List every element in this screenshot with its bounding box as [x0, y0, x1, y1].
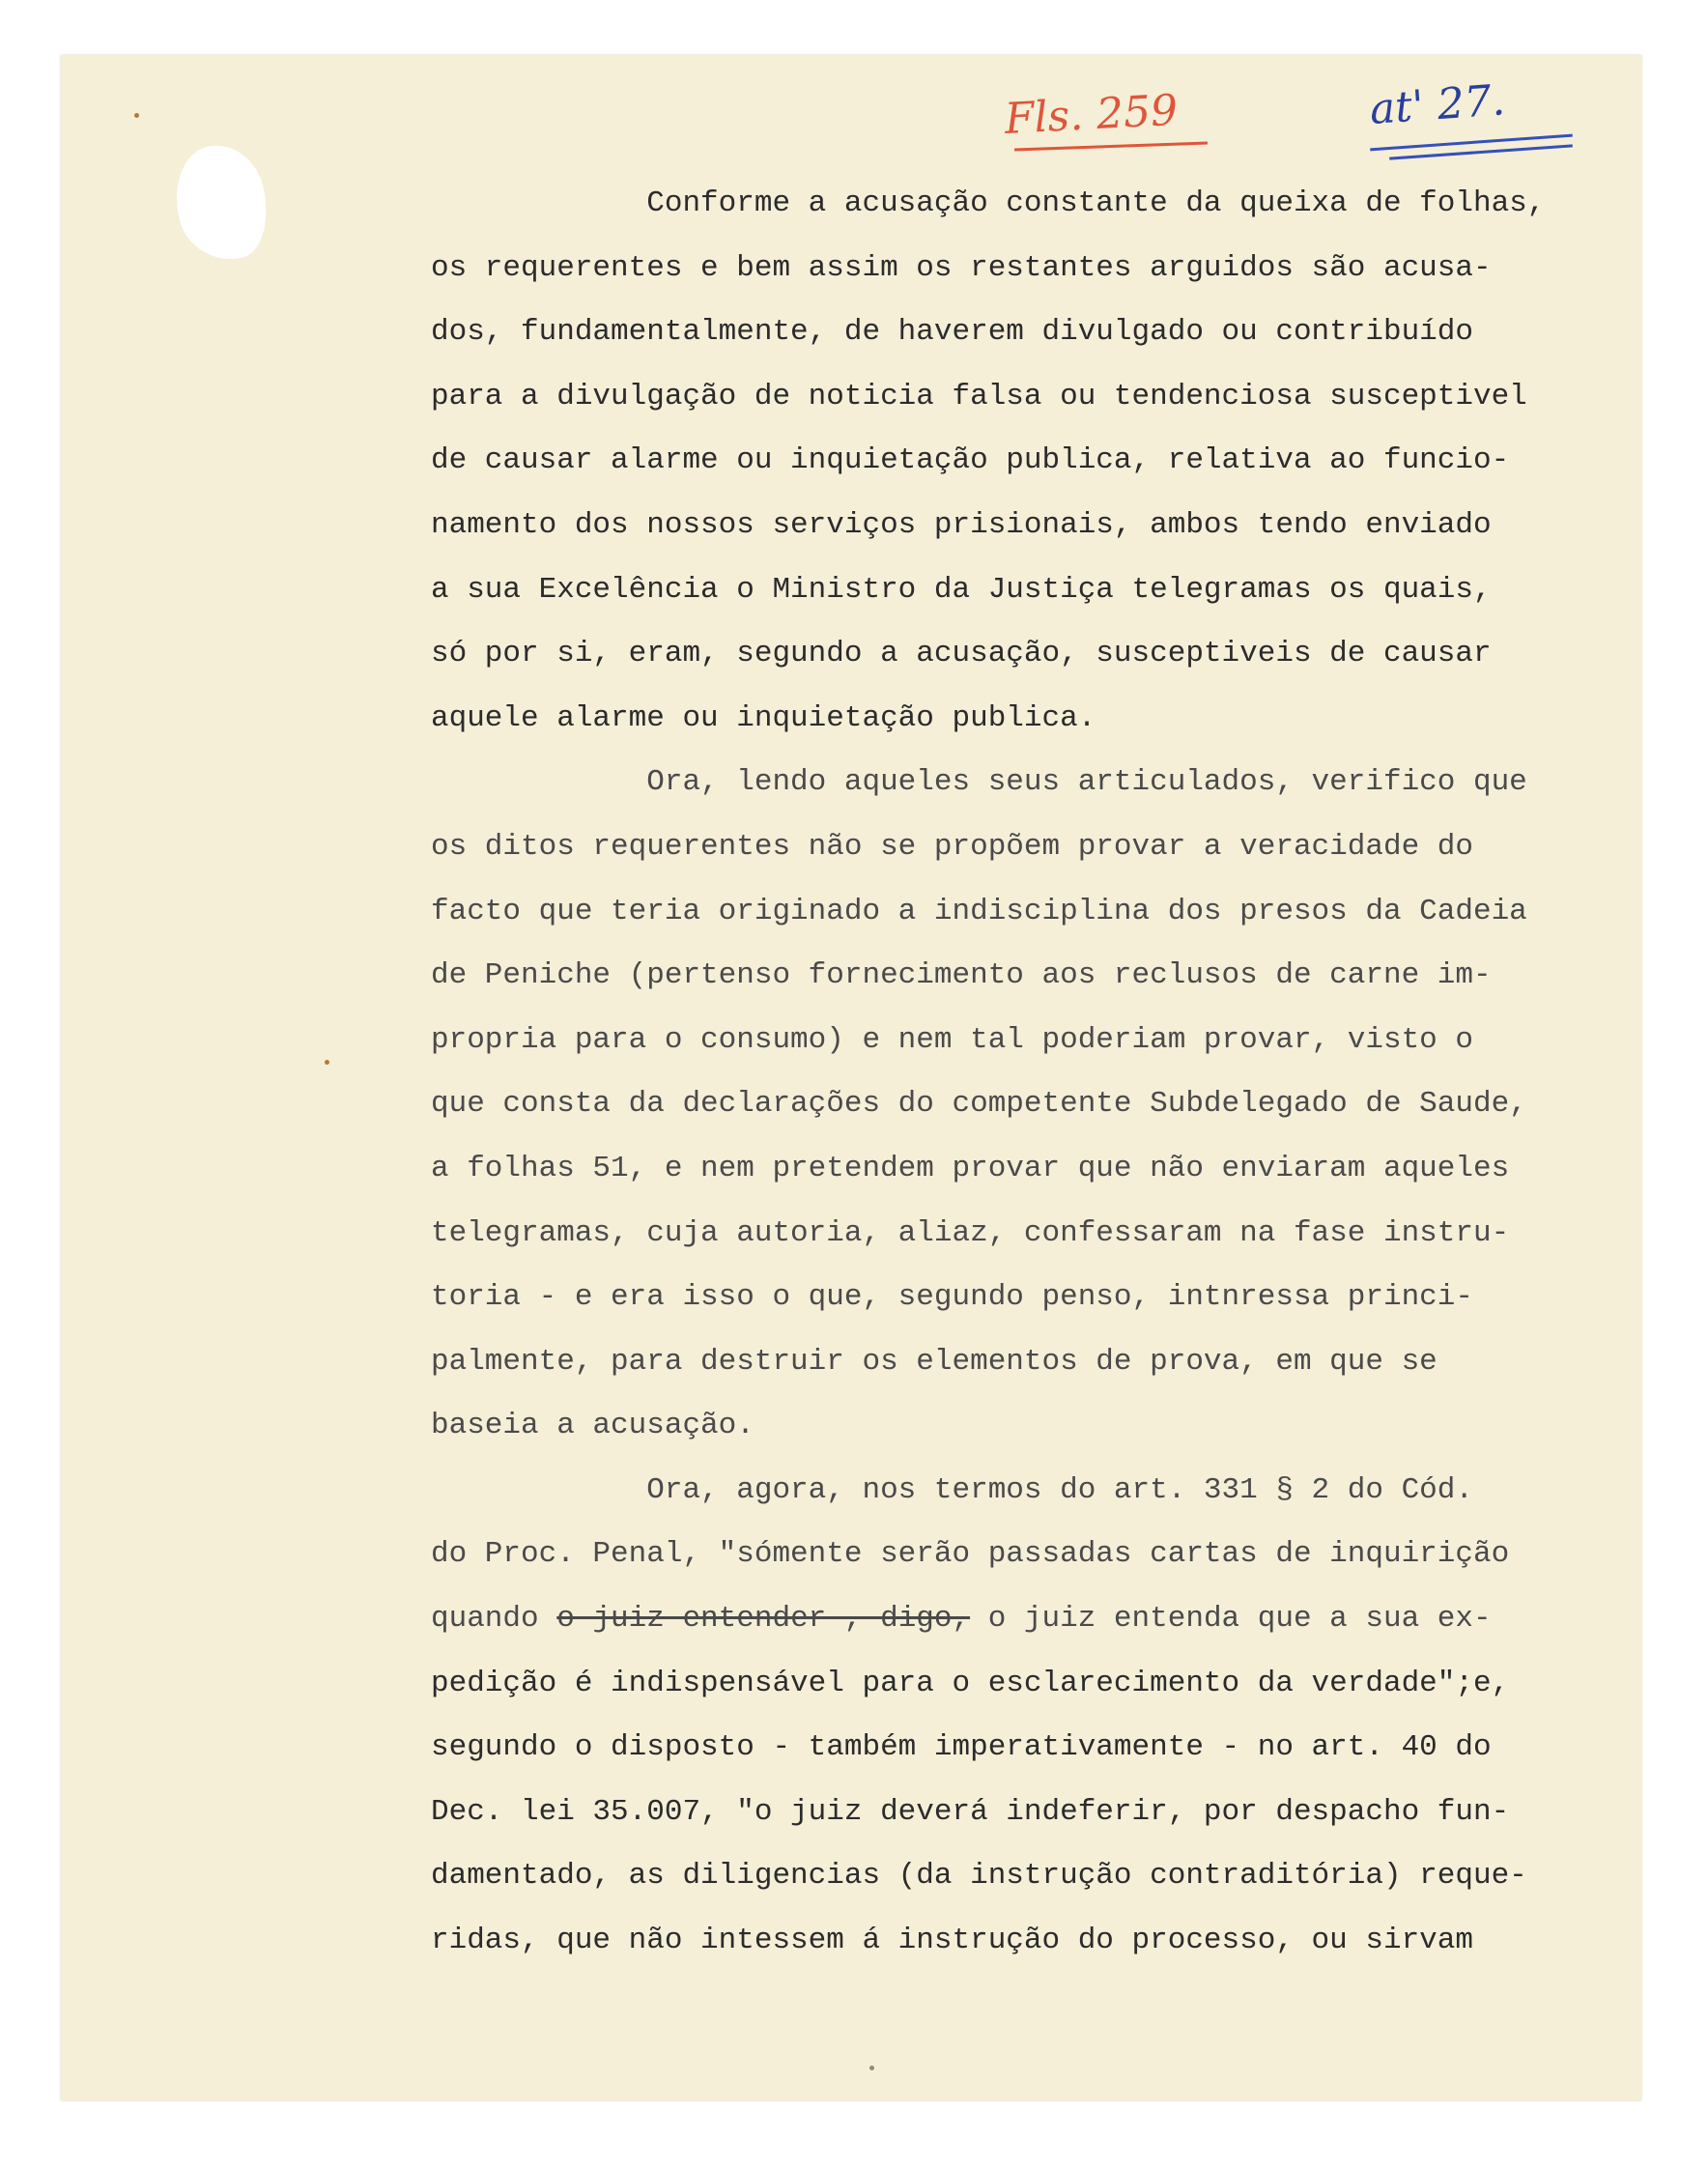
text-line: do Proc. Penal, "sómente serão passadas cartas de inquirição: [431, 1537, 1510, 1572]
text-line: aquele alarme ou inquietação publica.: [431, 700, 1096, 735]
typed-body: [431, 172, 1629, 1974]
text-line: a sua Excelência o Ministro da Justiça telegramas os quais,: [431, 572, 1492, 607]
text-line: Ora, agora, nos termos do art. 331 § 2 do Cód.: [431, 1472, 1473, 1507]
text-line: facto que teria originado a indisciplina dos presos da Cadeia: [431, 894, 1527, 928]
annotation-mark: at' 27.: [1368, 75, 1507, 134]
text-line: palmente, para destruir os elementos de prova, em que se: [431, 1344, 1438, 1379]
paper-speck: [325, 1060, 329, 1065]
text-line: de causar alarme ou inquietação publica, relativa ao funcio-: [431, 443, 1510, 478]
text-line: os ditos requerentes não se propõem provar a veracidade do: [431, 829, 1473, 864]
folio-annotation: [1003, 85, 1208, 153]
folio-number: Fls. 259: [1003, 85, 1180, 144]
text-line: baseia a acusação.: [431, 1409, 754, 1443]
text-line: Ora, lendo aqueles seus articulados, verifico que: [431, 765, 1527, 800]
paragraph-1: [431, 172, 1629, 751]
text-line: que consta da declarações do competente Subdelegado de Saude,: [431, 1087, 1527, 1122]
text-line: Conforme a acusação constante da queixa de folhas,: [431, 186, 1546, 220]
text-line: de Peniche (pertenso fornecimento aos reclusos de carne im-: [431, 958, 1492, 993]
text-line: damentado, as diligencias (da instrução contraditória) reque-: [431, 1859, 1527, 1894]
text-line: só por si, eram, segundo a acusação, susceptiveis de causar: [431, 637, 1492, 671]
text-line: namento dos nossos serviços prisionais, ambos tendo enviado: [431, 507, 1492, 542]
text-line: dos, fundamentalmente, de haverem divulgado ou contribuído: [431, 315, 1473, 350]
strike-line-suffix: o juiz entenda que a sua ex-: [970, 1602, 1492, 1637]
text-line: toria - e era isso o que, segundo penso, intnressa princi-: [431, 1280, 1473, 1315]
paper-speck: [134, 113, 139, 118]
text-line: ridas, que não intessem á instrução do processo, ou sirvam: [431, 1924, 1473, 1958]
strike-line-prefix: quando: [431, 1602, 557, 1637]
paper-speck: [869, 2066, 874, 2070]
text-line: propria para o consumo) e nem tal poderiam provar, visto o: [431, 1022, 1473, 1057]
text-line: pedição é indispensável para o esclarecimento da verdade";e,: [431, 1666, 1510, 1700]
paragraph-3: [431, 1459, 1629, 1974]
text-line: os requerentes e bem assim os restantes arguidos são acusa-: [431, 250, 1492, 285]
text-line-with-strikethrough: [431, 1587, 1629, 1652]
folio-underline: [1014, 142, 1208, 152]
text-line: telegramas, cuja autoria, aliaz, confessaram na fase instru-: [431, 1215, 1510, 1250]
text-line: Dec. lei 35.007, "o juiz deverá indeferir, por despacho fun-: [431, 1794, 1510, 1829]
struck-text: o juiz entender , digo,: [556, 1602, 971, 1637]
margin-annotation: [1368, 75, 1582, 162]
text-line: para a divulgação de noticia falsa ou tendenciosa susceptivel: [431, 379, 1527, 413]
paragraph-2: [431, 751, 1629, 1459]
text-line: a folhas 51, e nem pretendem provar que não enviaram aqueles: [431, 1151, 1510, 1185]
text-line: segundo o disposto - também imperativamente - no art. 40 do: [431, 1730, 1492, 1765]
